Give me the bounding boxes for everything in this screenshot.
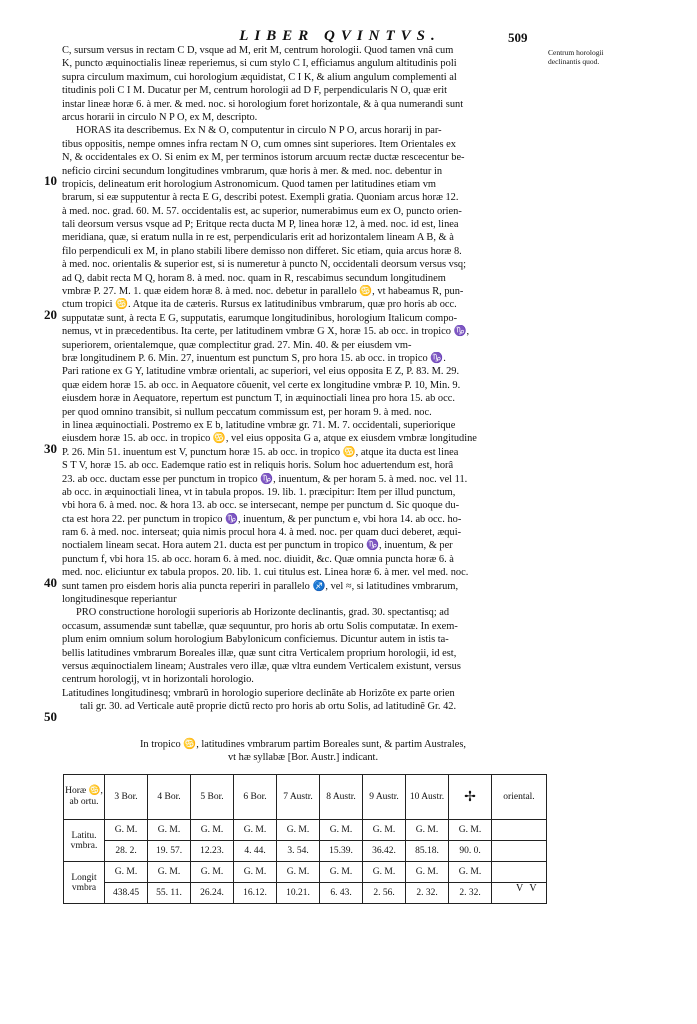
text-line: 23. ab occ. ductam esse per punctum in tropico ♑, inuentum, & per horam 5. à med. noc. vel 11.	[62, 473, 468, 485]
table-cell: G. M.	[406, 820, 449, 841]
shadow-latitude-table	[63, 774, 547, 904]
text-line: vmbræ P. 27. M. 1. quæ eidem horæ 8. à med. noc. debetur in parallelo ♋, vt habeamus R, pun-	[62, 286, 464, 298]
table-cell: 85.18.	[406, 841, 449, 862]
table-cell: G. M.	[148, 862, 191, 883]
table-caption	[62, 738, 544, 765]
text-line: tali gr. 30. ad Verticale autẽ proprie dictũ recto pro horis ab ortu Solis, ad latitudinẽ Gr. 42.	[80, 701, 457, 713]
header-cell: ✢	[449, 775, 492, 820]
header-cell: Horæ ♋, ab ortu.	[64, 775, 105, 820]
header-cell: 3 Bor.	[105, 775, 148, 820]
table-cell: 2. 32.	[449, 883, 492, 904]
line-number: 40	[44, 575, 57, 590]
table-cell: 19. 57.	[148, 841, 191, 862]
running-head: LIBER QVINTVS.	[239, 28, 441, 44]
table-cell: 3. 54.	[277, 841, 320, 862]
table-cell: 438.45	[105, 883, 148, 904]
table-cell: 55. 11.	[148, 883, 191, 904]
text-line: C, sursum versus in rectam C D, vsque ad M, erit M, centrum horologii. Quod tamen vnâ cum	[62, 45, 454, 56]
text-line: instar lineæ horæ 6. à mer. & med. noc. si horologium foret horizontale, & à qua numerandi sunt	[62, 98, 464, 110]
row-label: Latitu. vmbra.	[64, 820, 105, 862]
table-cell: G. M.	[105, 820, 148, 841]
text-line: eiusdem horæ 15. ab occ. in tropico ♋, vel eius opposita G a, atque ex eiusdem vmbræ longitudine	[62, 433, 477, 445]
signature-mark: V V	[516, 883, 539, 894]
text-line: versus æquinoctialem lineam; Australes vero illæ, quæ vltra eundem Verticalem existunt, versus	[62, 660, 461, 672]
table-cell: 12.23.	[191, 841, 234, 862]
text-line: med. noc. eliciuntur ex tabula propos. 20. lib. 1. cui titulus est. Linea horæ 6. à mer. vel med. noc.	[62, 567, 469, 579]
text-line: Latitudines longitudinesq; vmbrarũ in horologio superiore declinãte ab Horizõte ex parte orien	[62, 687, 455, 699]
text-line: ab occ. in æquinoctiali linea, vt in tabula propos. 19. lib. 1. præcipitur: Item per illud punctum,	[62, 486, 456, 498]
text-line: à med. noc. orientalis & superior est, si is numeretur à puncto N, occidentali deorsum versus vsq;	[62, 259, 466, 271]
text-line: eiusdem horæ in Aequatore, repertum est punctum T, in æquinoctiali linea pro hora 15. ab occ.	[62, 393, 455, 405]
table-row	[64, 820, 547, 841]
table-cell: 4. 44.	[234, 841, 277, 862]
table-header-row	[64, 775, 547, 820]
text-line: centrum horologij, vt in horizontali horologio.	[62, 674, 254, 686]
text-line: cta est hora 22. per punctum in tropico ♑, inuentum, & per punctum e, vbi hora 14. ab occ. ho-	[62, 513, 462, 525]
page-number: 509	[508, 30, 528, 45]
text-line: S T V, horæ 15. ab occ. Eademque ratio est in reliquis horis. Solum hoc aduertendum est, horâ	[62, 460, 454, 472]
table-cell: 36.42.	[363, 841, 406, 862]
table-cell: 10.21.	[277, 883, 320, 904]
text-line: neficio circini secundum longitudines vmbrarum, quæ horis à mer. & med. noc. debentur in	[62, 165, 443, 177]
text-line: longitudinesque reperiantur	[62, 594, 177, 606]
line-number: 30	[44, 441, 57, 456]
text-line: K, puncto æquinoctialis lineæ reperiemus, si cum stylo C I, efficiamus angulum altitudinis poli	[62, 58, 457, 70]
text-line: PRO constructione horologii superioris ab Horizonte declinantis, grad. 30. spectantisq; ad	[76, 607, 450, 619]
text-line: N, & occidentales ex O. Si enim ex M, per terminos istorum arcuum rectæ ductæ rescecentur be-	[62, 152, 465, 164]
table-cell: 26.24.	[191, 883, 234, 904]
body-text	[62, 44, 544, 714]
text-line: à med. noc. grad. 60. M. 57. occidentalis est, ac superior, numerabimus eum ex O, puncto orien-	[62, 205, 462, 217]
line-number: 20	[44, 307, 57, 322]
text-line: nemus, vt in præcedentibus. Ita certe, per latitudinem vmbræ G X, horæ 15. ab occ. in tropico ♑,	[62, 326, 470, 338]
header-cell: 5 Bor.	[191, 775, 234, 820]
text-line: quæ eidem horæ 15. ab occ. in Aequatore cõuenit, vel certe ex longitudine vmbræ P. 10, Min. 9.	[62, 379, 461, 391]
text-line: P. 26. Min 51. inuentum est V, punctum horæ 15. ab occ. in tropico ♋, atque ita ducta est linea	[62, 446, 459, 458]
table-cell: G. M.	[191, 862, 234, 883]
text-line: in linea æquinoctiali. Postremo ex E b, latitudine vmbræ gr. 71. M. 7. occidentali, superiorique	[62, 419, 456, 431]
table-row	[64, 862, 547, 883]
text-line: bræ longitudinem P. 6. Min. 27, inuentum est punctum S, pro hora 15. ab occ. in tropico ♑.	[62, 352, 446, 364]
text-line: noctialem lineam secat. Hora autem 21. ducta est per punctum in tropico ♑, inuentum, & per	[62, 540, 453, 552]
text-line: ad Q, dabit recta M Q, horam 8. à med. noc. quam in R, rescabimus secundum longitudinem	[62, 272, 446, 284]
table-cell	[492, 820, 547, 841]
text-line: tali deorsum versus vsque ad P; Eritque recta ducta M P, linea horæ 12, à med. noc. id est, linea	[62, 219, 459, 231]
header-cell: oriental.	[492, 775, 547, 820]
table-row	[64, 841, 547, 862]
table-row	[64, 883, 547, 904]
header-cell: 4 Bor.	[148, 775, 191, 820]
text-line: plum enim omnium solum horologium Babylonicum conficiemus. Dicuntur autem in istis ta-	[62, 634, 449, 646]
text-line: tibus oppositis, nempe omnes infra rectam N O, cum omnes sint superiores. Item Orientales ex	[62, 138, 456, 150]
table-cell: G. M.	[234, 862, 277, 883]
table-cell: G. M.	[320, 820, 363, 841]
line-number: 10	[44, 173, 57, 188]
caption-line: vt hæ syllabæ [Bor. Austr.] indicant.	[227, 752, 379, 764]
margin-note: Centrum horologii declinantis quod.	[548, 48, 604, 66]
table-cell: G. M.	[105, 862, 148, 883]
text-line: supputatæ sunt, à recta E G, supputatis, earumque longitudinibus, horologium Italicum compo-	[62, 312, 458, 324]
header-cell: 6 Bor.	[234, 775, 277, 820]
text-line: arcus horarii in circulo N P O, ex M, descripto.	[62, 111, 258, 123]
table-cell: G. M.	[449, 862, 492, 883]
table-cell: 15.39.	[320, 841, 363, 862]
text-line: occasum, assumendæ sunt tabellæ, quæ sequuntur, pro horis ab ortu Solis computatæ. In exem-	[62, 620, 458, 632]
row-label: Longit vmbra	[64, 862, 105, 904]
table-cell: G. M.	[148, 820, 191, 841]
caption-line: In tropico ♋, latitudines vmbrarum partim Boreales sunt, & partim Australes,	[139, 739, 467, 750]
table-cell: G. M.	[234, 820, 277, 841]
table-cell: G. M.	[406, 862, 449, 883]
line-number: 50	[44, 709, 57, 724]
text-line: brarum, si eæ supputentur à recta E G, describi potest. Exempli gratia. Quoniam arcus horæ 12.	[62, 192, 459, 204]
text-line: ram 6. à med. noc. interseat; quia nimis procul hora 4. à med. noc. per quam duci deberet, æqui-	[62, 527, 462, 539]
text-line: vbi hora 6. à med. noc. & hora 13. ab occ. se intersecant, nempe per punctum d. Sic quoque du-	[62, 500, 460, 512]
table-cell: G. M.	[363, 862, 406, 883]
header-cell: 8 Austr.	[320, 775, 363, 820]
text-line: HORAS ita describemus. Ex N & O, computentur in circulo N P O, arcus horarij in par-	[76, 125, 442, 137]
table-cell: 16.12.	[234, 883, 277, 904]
text-line: meridiana, quæ, si eratum nulla in re est, perpendicularis erit ad horizontalem lineam A B, & à	[62, 232, 454, 244]
text-line: superiorem, orientalemque, quæ complectitur grad. 27. Min. 40. & per eiusdem vm-	[62, 339, 412, 351]
table-cell	[492, 841, 547, 862]
text-line: punctum f, vbi hora 15. ab occ. horam 6. à med. noc. diuidit, &c. Quæ omnia puncta horæ 6. à	[62, 553, 454, 565]
text-line: ctum tropici ♋. Atque ita de cæteris. Rursus ex latitudinibus vmbrarum, quæ pro horis ab occ.	[62, 299, 457, 311]
table-cell	[492, 862, 547, 883]
header-cell: 7 Austr.	[277, 775, 320, 820]
text-line: titudinis poli C I M. Ducatur per M, centrum horologii ad D F, perpendicularis N O, quæ erit	[62, 85, 448, 97]
header-cell: 9 Austr.	[363, 775, 406, 820]
table-cell: 90. 0.	[449, 841, 492, 862]
table-cell: 6. 43.	[320, 883, 363, 904]
text-line: Pari ratione ex G Y, latitudine vmbræ orientali, ac superiori, vel eius opposita E Z, P. 83. M. 29.	[62, 366, 460, 378]
header-cell: 10 Austr.	[406, 775, 449, 820]
table-cell: G. M.	[277, 820, 320, 841]
table-cell: G. M.	[191, 820, 234, 841]
table-cell: G. M.	[449, 820, 492, 841]
table-cell: 28. 2.	[105, 841, 148, 862]
text-line: filo perpendiculi ex M, in plano stabili libere demisso non differet. Sic etiam, quia arcus horæ 8.	[62, 245, 462, 257]
text-line: supra circulum maximum, cui horologium æquidistat, C I K, & alium angulum complementi al	[62, 71, 457, 83]
text-line: per quod omnino transibit, si nullum peccatum commissum est, per horam 9. à med. noc.	[62, 406, 432, 418]
table-cell: 2. 56.	[363, 883, 406, 904]
text-line: tropicis, delineatum erit horologium Astronomicum. Quod tamen per latitudines etiam vm	[62, 178, 436, 190]
table-cell: G. M.	[277, 862, 320, 883]
text-line: bellis latitudines vmbrarum Boreales illæ, quæ sunt citra Verticalem proprium horologii, id est,	[62, 647, 457, 659]
table-cell: G. M.	[320, 862, 363, 883]
text-line: sunt tamen pro eisdem horis alia puncta reperiri in parallelo ♐, vel ≈, si latitudines vmbrarum,	[62, 580, 459, 592]
table-cell: 2. 32.	[406, 883, 449, 904]
table-cell: G. M.	[363, 820, 406, 841]
